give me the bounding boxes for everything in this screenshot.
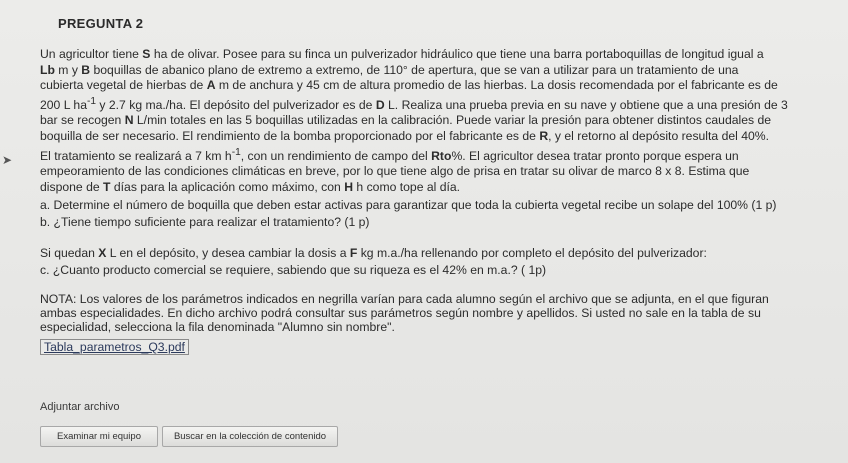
- subquestion-c: c. ¿Cuanto producto comercial se requiere, sabiendo que su riqueza es el 42% en m.a.? ( 1p): [40, 263, 547, 277]
- mouse-pointer-icon: ➤: [2, 153, 13, 167]
- subquestion-a: a. Determine el número de boquilla que deben estar activas para garantizar que toda la cubierta vegetal recibe un solape del 100% (1 p): [40, 198, 777, 212]
- additional-statement: Si quedan X L en el depósito, y desea cambiar la dosis a F kg m.a./ha rellenando por completo el depósito del pulverizador:: [40, 246, 707, 260]
- note-text: NOTA: Los valores de los parámetros indicados en negrilla varían para cada alumno según el archivo que se adjunta, en el que figuran ambas especialidades. En dicho archivo podrá consultar sus parámetros según nombre y apellidos. Si usted no sale en la tabla de su especialidad, selecciona la fila denominada "Alumno sin nombre".: [40, 292, 769, 335]
- search-content-collection-button[interactable]: Buscar en la colección de contenido: [162, 426, 338, 447]
- subquestion-b: b. ¿Tiene tiempo suficiente para realizar el tratamiento? (1 p): [40, 215, 370, 229]
- parameters-file-link[interactable]: Tabla_parametros_Q3.pdf: [40, 339, 189, 355]
- question-title: PREGUNTA 2: [58, 16, 144, 31]
- attach-file-label: Adjuntar archivo: [40, 401, 120, 413]
- browse-computer-button[interactable]: Examinar mi equipo: [40, 426, 158, 447]
- question-statement: Un agricultor tiene S ha de olivar. Posee para su finca un pulverizador hidráulico que tiene una barra portaboquillas de longitud igual a Lb m y B boquillas de abanico plano de extremo a extremo, de 110° de apertura, que se van a utilizar para un tratamiento de una cubierta vegetal de hierbas de A m de anchura y 45 cm de altura promedio de las hierbas. La dosis recomendada por el fabricante es de 200 L $ha^{-1}$ y 2.7 kg ma./ha. El depósito del pulverizador es de D L. Realiza una prueba previa en su nave y obtiene que a una presión de 3 bar se recogen N L/min totales en las 5 boquillas utilizadas en la calibración. Puede variar la presión para obtener distintos caudales de boquilla de ser necesario. El rendimiento de la bomba proporcionado por el fabricante es de R, y el retorno al depósito resulta del 40%. El tratamiento se realizará a 7 km $h^{-1}$, con un rendimiento de campo del Rto%. El agricultor desea tratar pronto porque espera un empeoramiento de las condiciones climáticas en breve, por lo que tiene algo de prisa en tratar su olivar de marco 8 x 8. Estima que dispone de T días para la aplicación como máximo, con H h como tope al día.: [40, 47, 788, 194]
